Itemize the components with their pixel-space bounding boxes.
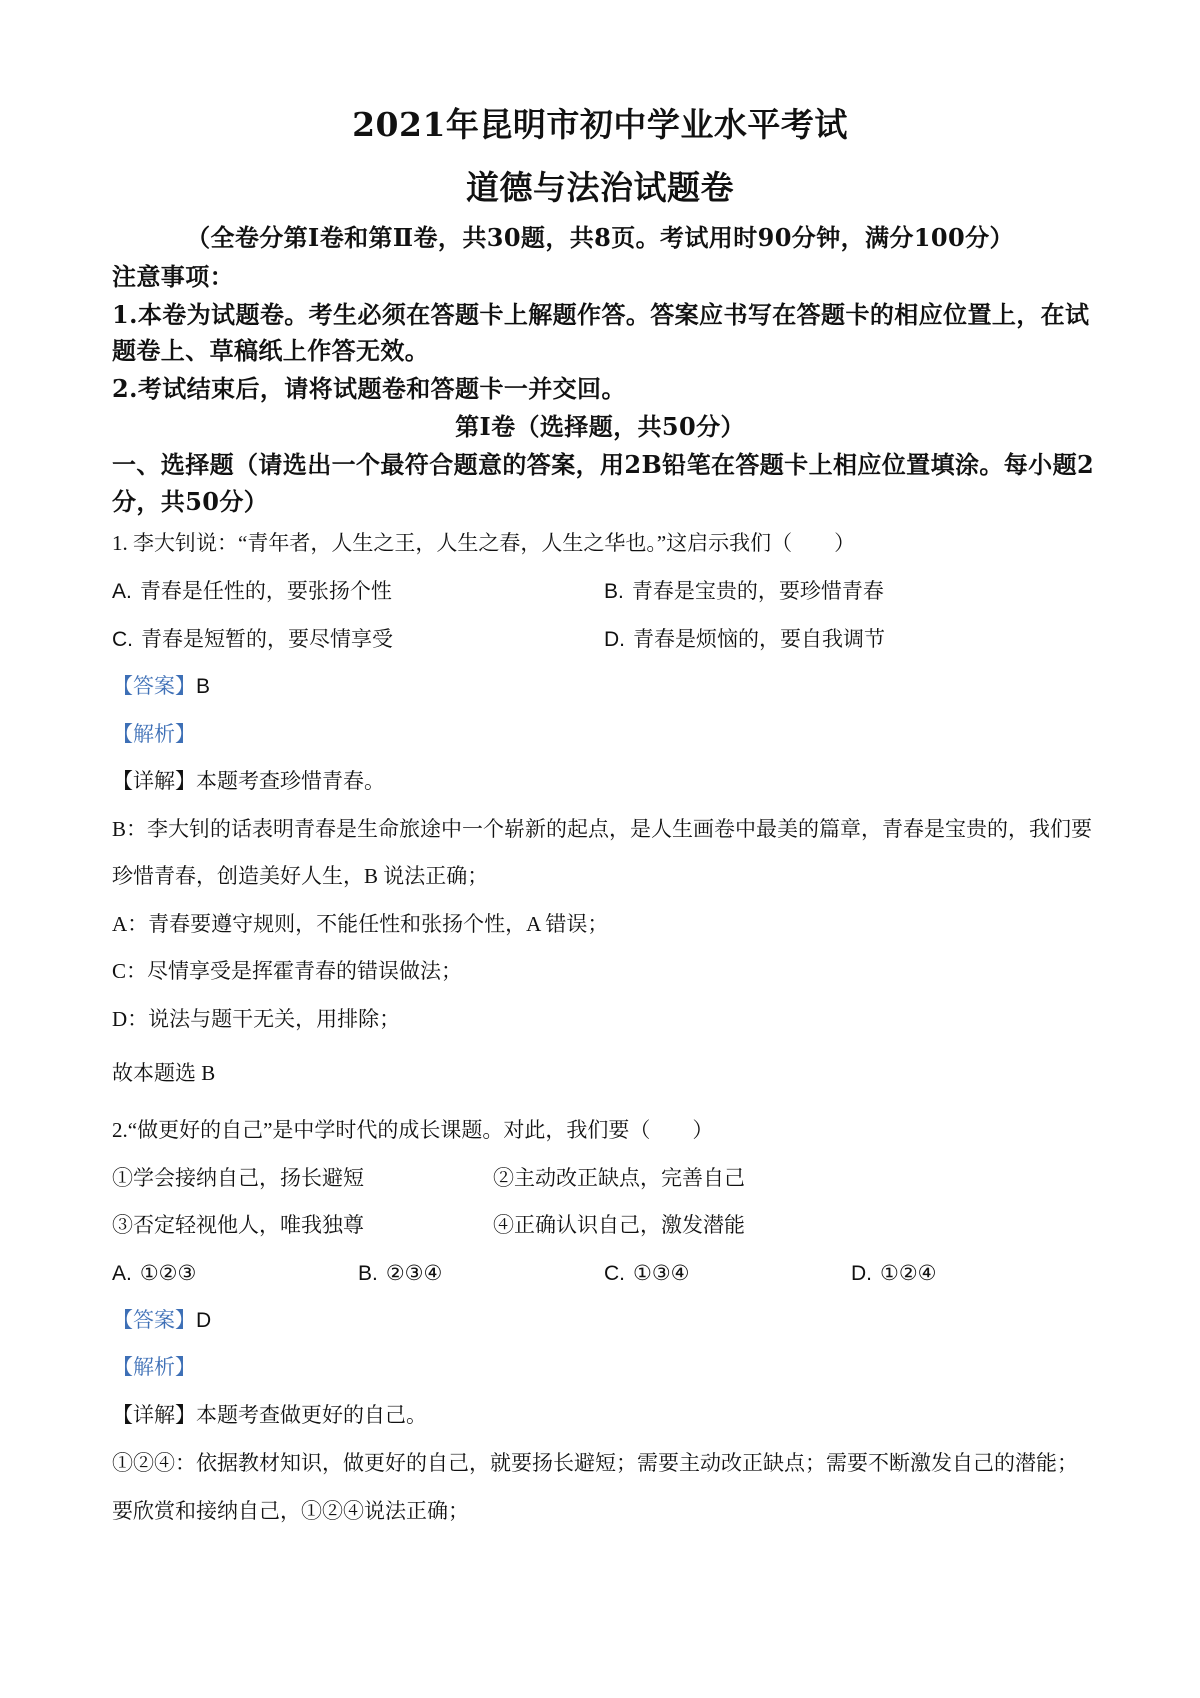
option-letter: C. — [604, 1262, 625, 1285]
section-instruction-line-1: 一、选择题（请选出一个最符合题意的答案，用2B铅笔在答题卡上相应位置填涂。每小题2 — [112, 450, 1095, 479]
answer-label: 【答案】 — [112, 674, 196, 698]
part-title: 第Ⅰ卷（选择题，共50分） — [455, 412, 745, 441]
option-text: ①②③ — [139, 1261, 197, 1285]
option-letter: B. — [604, 580, 624, 603]
exam-title: 2021年昆明市初中学业水平考试 — [352, 105, 848, 144]
question-2-statement-3: ③否定轻视他人，唯我独尊 — [112, 1213, 364, 1237]
question-2-option-b — [358, 1259, 442, 1288]
option-letter: A. — [112, 1262, 132, 1285]
question-2-statement-2: ②主动改正缺点，完善自己 — [493, 1166, 745, 1190]
question-2-option-d — [851, 1259, 936, 1288]
question-1-explanation-line-2: 珍惜青春，创造美好人生，B 说法正确； — [112, 864, 489, 888]
question-1-explanation-line-4: C：尽情享受是挥霍青春的错误做法； — [112, 959, 463, 983]
answer-value: B — [196, 675, 211, 698]
option-text: 青春是宝贵的，要珍惜青春 — [631, 579, 884, 603]
option-text: 青春是任性的，要张扬个性 — [139, 579, 392, 603]
notice-item-1-line-2: 题卷上、草稿纸上作答无效。 — [112, 336, 430, 365]
question-1-analysis-label: 【解析】 — [112, 722, 196, 746]
question-1-option-c — [112, 625, 393, 654]
option-letter: C. — [112, 628, 133, 651]
detail-text: 本题考查珍惜青春。 — [196, 769, 385, 793]
option-letter: B. — [358, 1262, 378, 1285]
question-2-option-c — [604, 1259, 689, 1288]
question-1-option-b — [604, 577, 884, 606]
notice-heading: 注意事项： — [112, 262, 234, 291]
question-1-explanation-line-5: D：说法与题干无关，用排除； — [112, 1007, 401, 1031]
option-text: ②③④ — [385, 1261, 443, 1285]
question-2-stem: 2.“做更好的自己”是中学时代的成长课题。对此，我们要（ ） — [112, 1118, 714, 1142]
question-1-detail — [112, 767, 385, 795]
question-2-explanation-line-2: 要欣赏和接纳自己，①②④说法正确； — [112, 1499, 469, 1523]
answer-label: 【答案】 — [112, 1308, 196, 1332]
question-2-analysis-label: 【解析】 — [112, 1355, 196, 1379]
question-1-answer — [112, 672, 210, 701]
notice-item-2: 2.考试结束后，请将试题卷和答题卡一并交回。 — [112, 374, 626, 403]
question-2-explanation-line-1: ①②④：依据教材知识，做更好的自己，就要扬长避短；需要主动改正缺点；需要不断激发自己的潜能； — [112, 1451, 1078, 1475]
detail-label: 【详解】 — [112, 769, 196, 793]
option-text: 青春是短暂的，要尽情享受 — [141, 627, 393, 651]
question-2-option-a — [112, 1259, 196, 1288]
option-letter: D. — [604, 628, 625, 651]
question-2-answer — [112, 1306, 211, 1335]
question-1-option-a — [112, 577, 392, 606]
section-instruction-line-2: 分，共50分） — [112, 487, 269, 516]
detail-label: 【详解】 — [112, 1403, 196, 1427]
option-letter: D. — [851, 1262, 872, 1285]
question-1-stem: 1. 李大钊说：“青年者，人生之王，人生之春，人生之华也。”这启示我们（ ） — [112, 531, 856, 555]
option-text: ①③④ — [633, 1261, 690, 1285]
question-2-detail — [112, 1401, 427, 1429]
question-2-statement-4: ④正确认识自己，激发潜能 — [493, 1213, 745, 1237]
option-text: ①②④ — [880, 1261, 937, 1285]
exam-subject: 道德与法治试题卷 — [466, 168, 734, 207]
notice-item-1-line-1: 1.本卷为试题卷。考生必须在答题卡上解题作答。答案应书写在答题卡的相应位置上，在试 — [112, 300, 1090, 329]
detail-text: 本题考查做更好的自己。 — [196, 1403, 427, 1427]
question-1-conclusion: 故本题选 B — [112, 1061, 216, 1085]
option-text: 青春是烦恼的，要自我调节 — [633, 627, 885, 651]
question-1-explanation-line-3: A：青春要遵守规则，不能任性和张扬个性，A 错误； — [112, 912, 609, 936]
question-1-explanation-line-1: B：李大钊的话表明青春是生命旅途中一个崭新的起点，是人生画卷中最美的篇章，青春是宝贵的，我们要 — [112, 817, 1093, 841]
question-2-statement-1: ①学会接纳自己，扬长避短 — [112, 1166, 364, 1190]
exam-info: （全卷分第Ⅰ卷和第Ⅱ卷，共30题，共8页。考试用时90分钟，满分100分） — [186, 223, 1014, 252]
question-1-option-d — [604, 625, 885, 654]
answer-value: D — [196, 1309, 212, 1332]
option-letter: A. — [112, 580, 132, 603]
